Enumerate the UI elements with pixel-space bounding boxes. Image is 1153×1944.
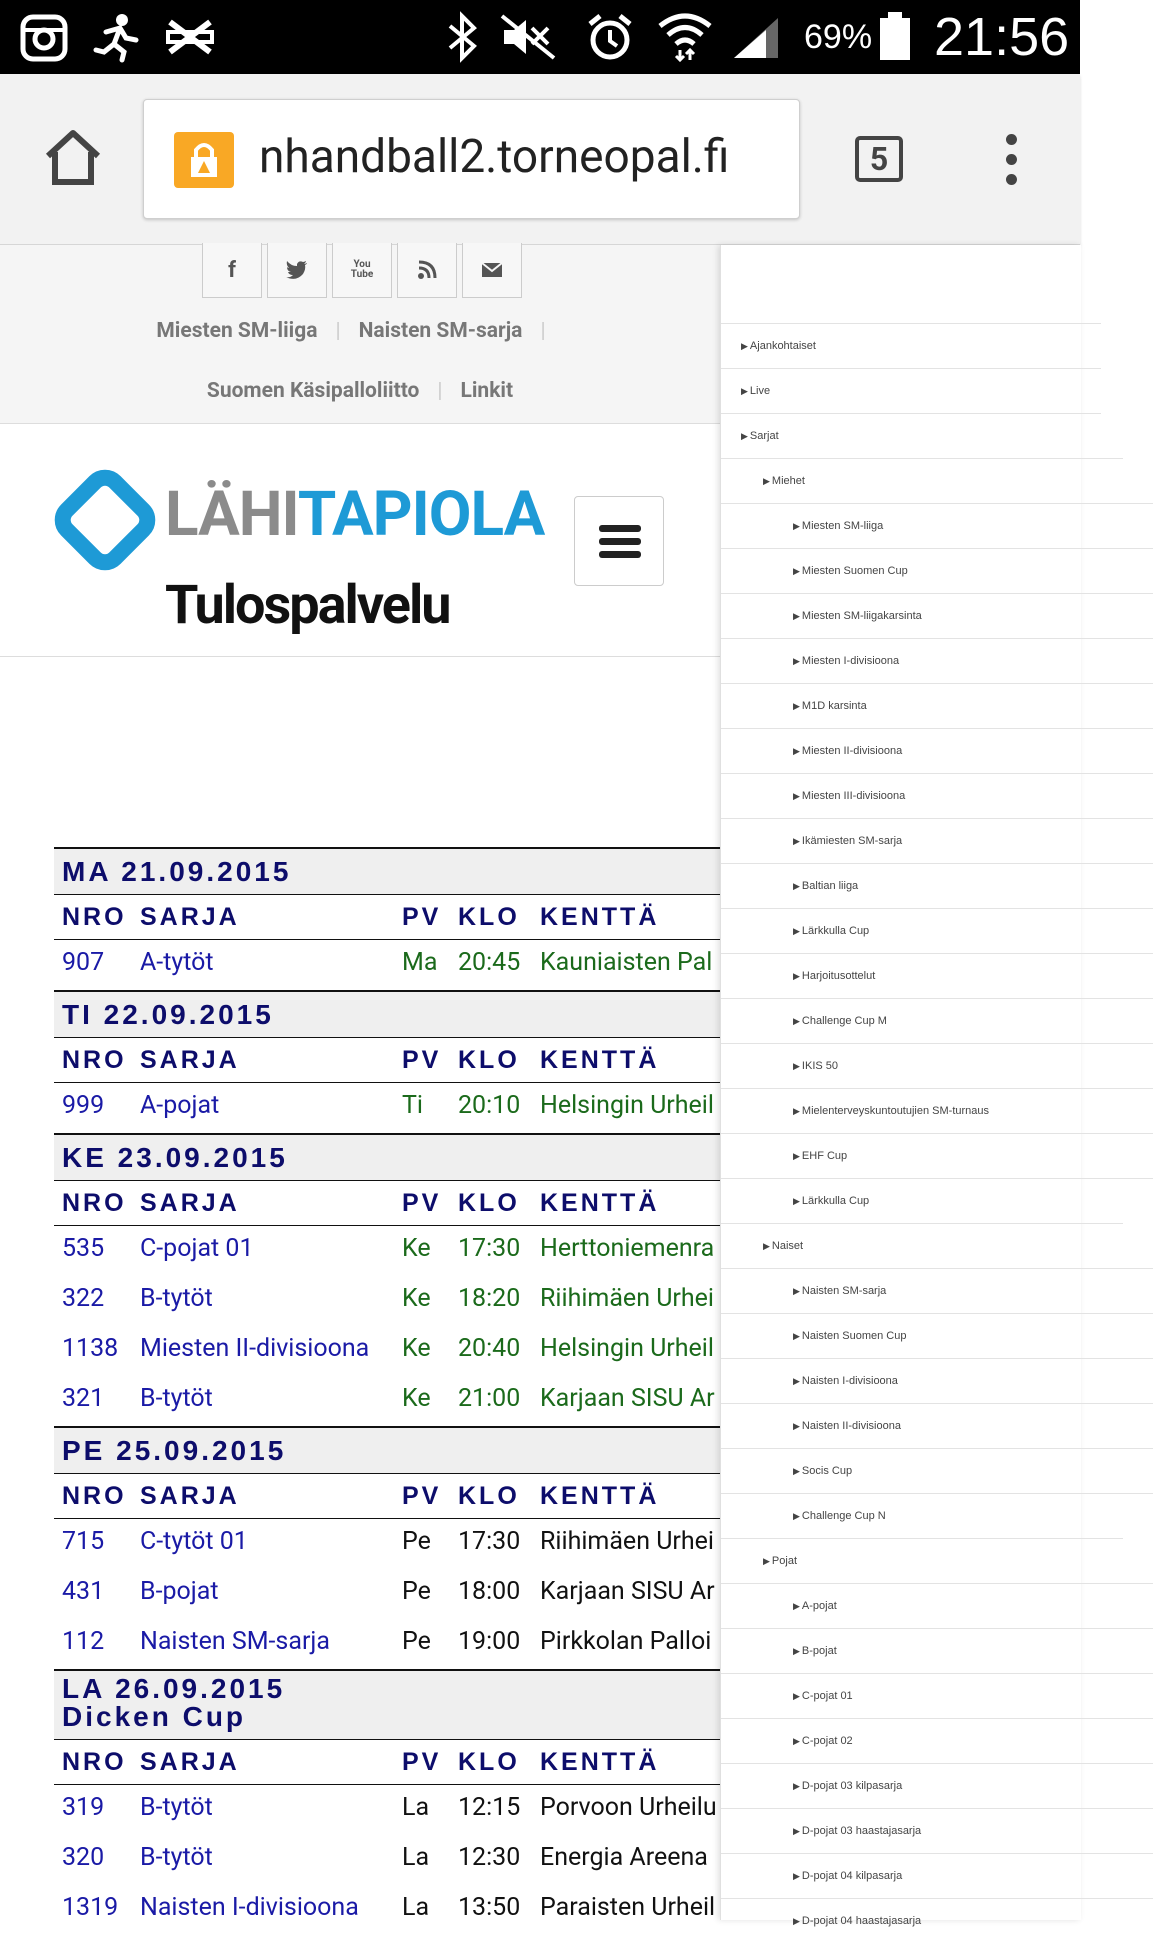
rss-icon[interactable] <box>397 243 457 298</box>
table-row[interactable] <box>54 1376 754 1426</box>
day-heading <box>54 847 754 894</box>
drawer-item-label: Harjoitusottelut <box>801 970 876 982</box>
caret-right-icon: ▶ <box>793 881 800 891</box>
runner-app-icon <box>92 12 140 62</box>
column-header-nro: NRO <box>62 1046 127 1074</box>
series-link[interactable]: Miesten II-divisioona <box>140 1334 370 1363</box>
series-link[interactable]: B-pojat <box>140 1577 219 1606</box>
nav-link-linkit[interactable]: Linkit <box>460 379 514 403</box>
caret-right-icon: ▶ <box>793 1466 800 1476</box>
drawer-item-label: Challenge Cup N <box>801 1510 886 1522</box>
drawer-item-label: D-pojat 03 kilpasarja <box>801 1780 903 1792</box>
caret-right-icon: ▶ <box>793 1196 800 1206</box>
start-time: 12:30 <box>458 1843 521 1872</box>
caret-right-icon: ▶ <box>793 1376 800 1386</box>
drawer-item-label: Lärkkulla Cup <box>801 1195 870 1207</box>
caret-right-icon: ▶ <box>793 1691 800 1701</box>
drawer-item[interactable] <box>721 1808 1153 1854</box>
drawer-item[interactable] <box>721 1268 1153 1314</box>
start-time: 13:50 <box>458 1893 521 1922</box>
caret-right-icon: ▶ <box>793 1916 800 1926</box>
column-header-nro: NRO <box>62 1482 127 1510</box>
lock-icon[interactable] <box>174 132 234 188</box>
drawer-item[interactable] <box>721 413 1101 459</box>
drawer-item-label: Naiset <box>771 1240 804 1252</box>
weekday: Ke <box>402 1334 431 1363</box>
web-page <box>0 245 720 1920</box>
drawer-item-label: Miesten SM-liiga <box>801 520 884 532</box>
drawer-item[interactable] <box>721 863 1153 909</box>
series-link[interactable]: A-tytöt <box>140 948 214 977</box>
drawer-item[interactable] <box>721 953 1153 999</box>
brand-name[interactable] <box>165 478 545 551</box>
drawer-item[interactable] <box>721 368 1101 414</box>
caret-right-icon: ▶ <box>741 341 748 351</box>
caret-right-icon: ▶ <box>793 611 800 621</box>
nav-separator: | <box>437 379 443 403</box>
nav-separator: | <box>335 319 341 343</box>
venue[interactable]: Riihimäen Urhei <box>540 1527 714 1556</box>
mail-icon[interactable] <box>462 243 522 298</box>
table-row[interactable] <box>54 1619 754 1669</box>
day-date: KE 23.09.2015 <box>62 1142 288 1173</box>
nav-links-row-1 <box>0 319 720 343</box>
drawer-item-label: IKIS 50 <box>801 1060 838 1072</box>
series-link[interactable]: C-tytöt 01 <box>140 1527 248 1556</box>
drawer-item-label: Miehet <box>771 475 805 487</box>
nav-links-row-2 <box>0 379 720 403</box>
browser-toolbar <box>0 74 1080 245</box>
brand-part-2: TAPIOLA <box>297 478 545 551</box>
lahitapiola-logo-icon[interactable] <box>55 470 155 570</box>
home-icon[interactable] <box>42 126 104 188</box>
caret-right-icon: ▶ <box>793 1736 800 1746</box>
venue[interactable]: Pirkkolan Palloi <box>540 1627 712 1656</box>
brand-part-1: LÄHI <box>165 478 298 551</box>
caret-right-icon: ▶ <box>793 791 800 801</box>
drawer-item[interactable] <box>721 683 1153 729</box>
drawer-item[interactable] <box>721 1403 1153 1449</box>
drawer-item[interactable] <box>721 998 1153 1044</box>
start-time: 20:45 <box>458 948 521 977</box>
series-link[interactable]: Naisten SM-sarja <box>140 1627 330 1656</box>
table-row[interactable] <box>54 1276 754 1326</box>
caret-right-icon: ▶ <box>793 1016 800 1026</box>
table-row[interactable] <box>54 1519 754 1569</box>
caret-right-icon: ▶ <box>793 971 800 981</box>
address-bar[interactable] <box>143 99 800 219</box>
match-number[interactable]: 319 <box>62 1793 105 1822</box>
social-links <box>202 243 522 298</box>
caret-right-icon: ▶ <box>793 1331 800 1341</box>
weekday: Ma <box>402 948 438 977</box>
caret-right-icon: ▶ <box>793 836 800 846</box>
match-number[interactable]: 907 <box>62 948 105 977</box>
drawer-item[interactable] <box>721 1358 1153 1404</box>
cell-signal-icon <box>732 16 780 60</box>
day-event-name: Dicken Cup <box>62 1701 247 1732</box>
day-date: TI 22.09.2015 <box>62 999 274 1030</box>
caret-right-icon: ▶ <box>793 1826 800 1836</box>
weekday: Pe <box>402 1527 431 1556</box>
match-number[interactable]: 535 <box>62 1234 105 1263</box>
column-header-row <box>54 1037 754 1083</box>
weekday: Ke <box>402 1384 431 1413</box>
site-header <box>0 424 720 657</box>
series-link[interactable]: B-tytöt <box>140 1793 213 1822</box>
drawer-item[interactable] <box>721 1133 1153 1179</box>
column-header-pv: PV <box>402 903 442 931</box>
series-link[interactable]: Naisten I-divisioona <box>140 1893 359 1922</box>
drawer-item-label: Ajankohtaiset <box>749 340 816 352</box>
match-number[interactable]: 1138 <box>62 1334 119 1363</box>
weekday: Pe <box>402 1627 431 1656</box>
table-row[interactable] <box>54 1226 754 1276</box>
match-number[interactable]: 715 <box>62 1527 105 1556</box>
caret-right-icon: ▶ <box>793 656 800 666</box>
drawer-item[interactable] <box>721 1043 1153 1089</box>
column-header-pv: PV <box>402 1189 442 1217</box>
drawer-item[interactable] <box>721 1538 1123 1584</box>
column-header-pv: PV <box>402 1748 442 1776</box>
drawer-item[interactable] <box>721 593 1153 639</box>
venue[interactable]: Riihimäen Urhei <box>540 1284 714 1313</box>
match-number[interactable]: 431 <box>62 1577 105 1606</box>
series-link[interactable]: C-pojat 01 <box>140 1234 254 1263</box>
alarm-icon <box>586 12 634 62</box>
drawer-item-label: Naisten Suomen Cup <box>801 1330 907 1342</box>
day-heading <box>54 1669 754 1739</box>
caret-right-icon: ▶ <box>793 926 800 936</box>
battery-percent: 69% <box>804 18 873 56</box>
nav-link-suomen-kasipalloliitto[interactable]: Suomen Käsipalloliitto <box>206 379 420 403</box>
table-row[interactable] <box>54 1835 754 1885</box>
caret-right-icon: ▶ <box>793 1601 800 1611</box>
day-heading <box>54 1426 754 1473</box>
drawer-item-label: Miesten Suomen Cup <box>801 565 908 577</box>
table-row[interactable] <box>54 1885 754 1935</box>
drawer-item[interactable] <box>721 1088 1153 1134</box>
start-time: 20:10 <box>458 1091 521 1120</box>
twitter-icon[interactable] <box>267 243 327 298</box>
column-header-pv: PV <box>402 1482 442 1510</box>
caret-right-icon: ▶ <box>763 1556 770 1566</box>
venue[interactable]: Helsingin Urheil <box>540 1334 714 1363</box>
column-header-klo: KLO <box>458 903 520 931</box>
drawer-item-label: Pojat <box>771 1555 797 1567</box>
match-number[interactable]: 320 <box>62 1843 105 1872</box>
youtube-icon[interactable] <box>332 243 392 298</box>
column-header-nro: NRO <box>62 1748 127 1776</box>
column-header-row <box>54 894 754 940</box>
column-header-klo: KLO <box>458 1482 520 1510</box>
start-time: 18:00 <box>458 1577 521 1606</box>
drawer-item-label: B-pojat <box>801 1645 837 1657</box>
series-link[interactable]: B-tytöt <box>140 1843 213 1872</box>
venue[interactable]: Karjaan SISU Ar <box>540 1384 715 1413</box>
site-subtitle: Tulospalvelu <box>165 574 450 637</box>
drawer-item[interactable] <box>721 1583 1153 1629</box>
column-header-kentta: KENTTÄ <box>540 1046 660 1074</box>
caret-right-icon: ▶ <box>793 1511 800 1521</box>
venue[interactable]: Porvoon Urheilu <box>540 1793 717 1822</box>
drawer-item[interactable] <box>721 1448 1153 1494</box>
silent-mode-icon <box>500 14 556 60</box>
nav-link-naisten-sm-sarja[interactable]: Naisten SM-sarja <box>358 319 523 343</box>
column-header-kentta: KENTTÄ <box>540 1189 660 1217</box>
drawer-item-label: Miesten II-divisioona <box>801 745 903 757</box>
drawer-item[interactable] <box>721 1673 1153 1719</box>
drawer-item-label: Naisten SM-sarja <box>801 1285 887 1297</box>
start-time: 20:40 <box>458 1334 521 1363</box>
weekday: Ti <box>402 1091 423 1120</box>
caret-right-icon: ▶ <box>793 521 800 531</box>
drawer-item[interactable] <box>721 818 1153 864</box>
drawer-item-label: Challenge Cup M <box>801 1015 887 1027</box>
series-link[interactable]: B-tytöt <box>140 1384 213 1413</box>
start-time: 17:30 <box>458 1527 521 1556</box>
start-time: 17:30 <box>458 1234 521 1263</box>
drawer-item[interactable] <box>721 773 1153 819</box>
day-date: LA 26.09.2015 <box>62 1673 286 1704</box>
match-number[interactable]: 999 <box>62 1091 105 1120</box>
drawer-item[interactable] <box>721 1718 1153 1764</box>
caret-right-icon: ▶ <box>793 1781 800 1791</box>
drawer-item-label: Live <box>749 385 771 397</box>
start-time: 18:20 <box>458 1284 521 1313</box>
match-number[interactable]: 1319 <box>62 1893 119 1922</box>
series-link[interactable]: B-tytöt <box>140 1284 213 1313</box>
day-date: MA 21.09.2015 <box>62 856 292 887</box>
drawer-item[interactable] <box>721 1178 1153 1224</box>
match-number[interactable]: 322 <box>62 1284 105 1313</box>
column-header-kentta: KENTTÄ <box>540 1748 660 1776</box>
caret-right-icon: ▶ <box>793 1106 800 1116</box>
facebook-icon[interactable]: f <box>202 243 262 298</box>
venue[interactable]: Paraisten Urheil <box>540 1893 716 1922</box>
column-header-sarja: SARJA <box>140 1748 240 1776</box>
column-header-sarja: SARJA <box>140 1046 240 1074</box>
wifi-icon <box>656 10 714 62</box>
drawer-item-label: Naisten I-divisioona <box>801 1375 898 1387</box>
drawer-item-label: Mielenterveyskuntoutujien SM-turnaus <box>801 1105 990 1117</box>
column-header-kentta: KENTTÄ <box>540 903 660 931</box>
venue[interactable]: Energia Areena <box>540 1843 708 1872</box>
caret-right-icon: ▶ <box>763 1241 770 1251</box>
status-bar <box>0 0 1080 74</box>
series-link[interactable]: A-pojat <box>140 1091 220 1120</box>
table-row[interactable] <box>54 1569 754 1619</box>
drawer-item[interactable] <box>721 1853 1153 1899</box>
drawer-item[interactable] <box>721 1628 1153 1674</box>
drawer-item[interactable] <box>721 323 1101 369</box>
drawer-item-label: A-pojat <box>801 1600 837 1612</box>
drawer-item[interactable] <box>721 1493 1153 1539</box>
weekday: Ke <box>402 1284 431 1313</box>
column-header-nro: NRO <box>62 1189 127 1217</box>
caret-right-icon: ▶ <box>741 431 748 441</box>
drawer-item-label: C-pojat 02 <box>801 1735 853 1747</box>
table-row[interactable] <box>54 1785 754 1835</box>
drawer-item[interactable] <box>721 1223 1123 1269</box>
start-time: 19:00 <box>458 1627 521 1656</box>
overflow-menu-icon[interactable] <box>1002 134 1020 186</box>
caret-right-icon: ▶ <box>793 1646 800 1656</box>
column-header-row <box>54 1180 754 1226</box>
bluetooth-icon <box>446 12 480 62</box>
table-row[interactable] <box>54 1083 754 1133</box>
match-schedule <box>54 847 754 1935</box>
weekday: La <box>402 1893 430 1922</box>
url-text[interactable]: nhandball2.torneopal.fi <box>259 130 730 184</box>
venue[interactable]: Karjaan SISU Ar <box>540 1577 715 1606</box>
column-header-sarja: SARJA <box>140 903 240 931</box>
drawer-item-label: D-pojat 04 haastajasarja <box>801 1915 922 1927</box>
clock: 21:56 <box>934 7 1070 67</box>
drawer-item-label: Miesten I-divisioona <box>801 655 900 667</box>
youtube-label: You Tube <box>350 259 374 280</box>
drawer-item[interactable] <box>721 1313 1153 1359</box>
day-heading <box>54 1133 754 1180</box>
column-header-pv: PV <box>402 1046 442 1074</box>
caret-right-icon: ▶ <box>741 386 748 396</box>
weekday: La <box>402 1843 430 1872</box>
caret-right-icon: ▶ <box>793 1421 800 1431</box>
drawer-item[interactable] <box>721 1763 1153 1809</box>
drawer-item[interactable] <box>721 503 1153 549</box>
drawer-item-label: Naisten II-divisioona <box>801 1420 901 1432</box>
match-number[interactable]: 112 <box>62 1627 105 1656</box>
venue[interactable]: Kauniaisten Pal <box>540 948 713 977</box>
site-top-nav <box>0 245 720 424</box>
weekday: Ke <box>402 1234 431 1263</box>
drawer-item-label: Ikämiesten SM-sarja <box>801 835 903 847</box>
drawer-item[interactable] <box>721 1898 1153 1944</box>
column-header-sarja: SARJA <box>140 1189 240 1217</box>
drawer-item-label: C-pojat 01 <box>801 1690 853 1702</box>
start-time: 21:00 <box>458 1384 521 1413</box>
caret-right-icon: ▶ <box>793 1286 800 1296</box>
nav-separator: | <box>540 319 546 343</box>
drawer-item-label: Baltian liiga <box>801 880 859 892</box>
venue[interactable]: Herttoniemenra <box>540 1234 715 1263</box>
table-row[interactable] <box>54 1326 754 1376</box>
drawer-item-label: EHF Cup <box>801 1150 848 1162</box>
weekday: La <box>402 1793 430 1822</box>
column-header-nro: NRO <box>62 903 127 931</box>
start-time: 12:15 <box>458 1793 521 1822</box>
drawer-item-label: Sarjat <box>749 430 779 442</box>
drawer-item[interactable] <box>721 908 1153 954</box>
drawer-item-label: D-pojat 04 kilpasarja <box>801 1870 903 1882</box>
drawer-item-label: Lärkkulla Cup <box>801 925 870 937</box>
menu-toggle-button[interactable] <box>574 496 664 586</box>
match-number[interactable]: 321 <box>62 1384 105 1413</box>
caret-right-icon: ▶ <box>763 476 770 486</box>
drawer-item-label: M1D karsinta <box>801 700 867 712</box>
column-header-row <box>54 1473 754 1519</box>
column-header-klo: KLO <box>458 1046 520 1074</box>
venue[interactable]: Helsingin Urheil <box>540 1091 714 1120</box>
caret-right-icon: ▶ <box>793 746 800 756</box>
drawer-item[interactable] <box>721 458 1123 504</box>
nav-link-miesten-sm-liiga[interactable]: Miesten SM-liiga <box>156 319 318 343</box>
day-date: PE 25.09.2015 <box>62 1435 287 1466</box>
notification-app-icon <box>164 16 216 58</box>
drawer-item-label: Socis Cup <box>801 1465 853 1477</box>
drawer-item[interactable] <box>721 548 1153 594</box>
caret-right-icon: ▶ <box>793 566 800 576</box>
tab-switcher-button[interactable]: 5 <box>855 136 903 182</box>
column-header-sarja: SARJA <box>140 1482 240 1510</box>
weekday: Pe <box>402 1577 431 1606</box>
caret-right-icon: ▶ <box>793 1061 800 1071</box>
drawer-item[interactable] <box>721 638 1153 684</box>
table-row[interactable] <box>54 940 754 990</box>
drawer-item-label: Miesten SM-liigakarsinta <box>801 610 922 622</box>
drawer-item[interactable] <box>721 728 1153 774</box>
caret-right-icon: ▶ <box>793 701 800 711</box>
caret-right-icon: ▶ <box>793 1151 800 1161</box>
column-header-kentta: KENTTÄ <box>540 1482 660 1510</box>
drawer-item-label: D-pojat 03 haastajasarja <box>801 1825 922 1837</box>
side-navigation-drawer <box>720 245 1081 1927</box>
column-header-klo: KLO <box>458 1748 520 1776</box>
instagram-icon <box>20 14 68 62</box>
battery-icon <box>878 10 912 62</box>
day-heading <box>54 990 754 1037</box>
drawer-item-label: Miesten III-divisioona <box>801 790 906 802</box>
caret-right-icon: ▶ <box>793 1871 800 1881</box>
column-header-klo: KLO <box>458 1189 520 1217</box>
column-header-row <box>54 1739 754 1785</box>
